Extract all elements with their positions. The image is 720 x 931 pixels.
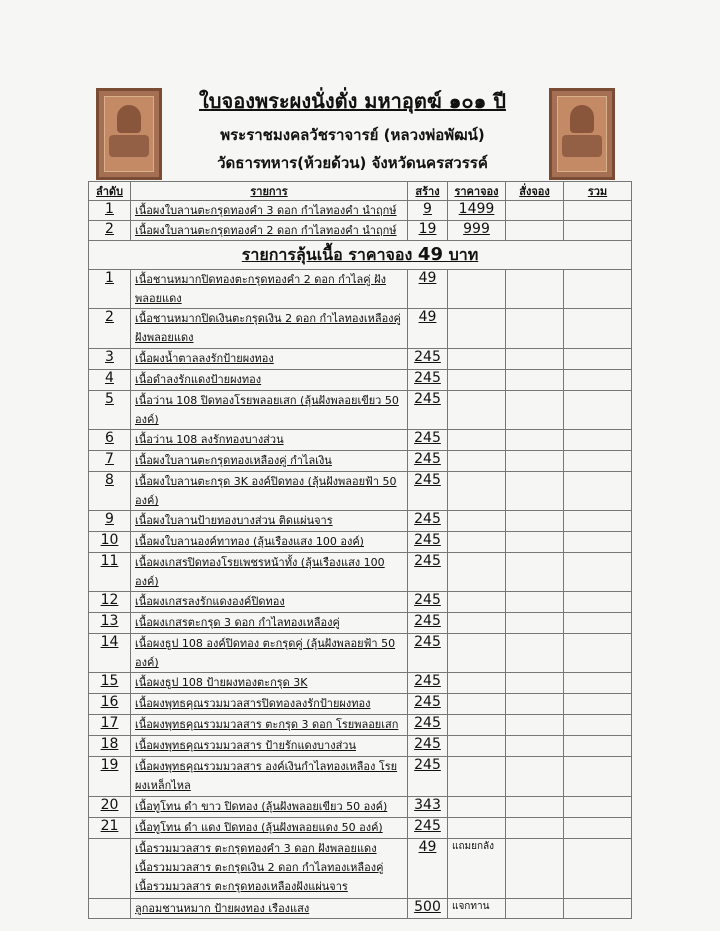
order-cell[interactable] xyxy=(506,736,564,757)
order-cell[interactable] xyxy=(506,370,564,391)
price-cell xyxy=(448,553,506,592)
order-cell[interactable] xyxy=(506,472,564,511)
table-row: 16 เนื้อผงพุทธคุณรวมมวลสารปิดทองลงรักป้ายผงทอง 245 xyxy=(89,694,632,715)
total-cell xyxy=(564,839,632,899)
order-cell[interactable] xyxy=(506,797,564,818)
order-cell[interactable] xyxy=(506,757,564,797)
order-cell[interactable] xyxy=(506,553,564,592)
total-cell xyxy=(564,511,632,532)
order-cell[interactable] xyxy=(506,613,564,634)
price-cell xyxy=(448,797,506,818)
table-row: 11 เนื้อผงเกสรปิดทองโรยเพชรหน้าทั้ง (ลุ้นเรืองแสง 100 องค์) 245 xyxy=(89,553,632,592)
order-cell[interactable] xyxy=(506,532,564,553)
order-cell[interactable] xyxy=(506,839,564,899)
price-cell xyxy=(448,613,506,634)
table-row: 15 เนื้อผงธูป 108 ป้ายผงทองตะกรุด 3K 245 xyxy=(89,673,632,694)
table-row: 13 เนื้อผงเกสรตะกรุด 3 ดอก กำไลทองเหลืองคู่ 245 xyxy=(89,613,632,634)
total-cell xyxy=(564,757,632,797)
order-cell[interactable] xyxy=(506,221,564,241)
bonus-line: เนื้อรวมมวลสาร ตะกรุดเงิน 2 ดอก กำไลทองเหลืองคู่ xyxy=(135,861,384,874)
table-row: 4 เนื้อดำลงรักแดงป้ายผงทอง 245 xyxy=(89,370,632,391)
col-header-total: รวม xyxy=(564,182,632,201)
table-row: 3 เนื้อผงน้ำตาลลงรักป้ายผงทอง 245 xyxy=(89,349,632,370)
col-header-price: ราคาจอง xyxy=(448,182,506,201)
price-cell xyxy=(448,309,506,349)
total-cell xyxy=(564,715,632,736)
bonus-line: เนื้อรวมมวลสาร ตะกรุดทองเหลืองฝังแผ่นจาร xyxy=(135,880,348,893)
price-cell xyxy=(448,430,506,451)
order-table xyxy=(88,181,632,919)
order-cell[interactable] xyxy=(506,430,564,451)
total-cell xyxy=(564,797,632,818)
bonus-note: แถมยกลัง xyxy=(448,839,506,899)
total-cell xyxy=(564,553,632,592)
table-row: 7 เนื้อผงใบลานตะกรุดทองเหลืองคู่ กำไลเงิน 245 xyxy=(89,451,632,472)
order-cell[interactable] xyxy=(506,451,564,472)
table-row: 2 เนื้อชานหมากปิดเงินตะกรุดเงิน 2 ดอก กำไลทองเหลืองคู่ ฝังพลอยแดง 49 xyxy=(89,309,632,349)
order-cell[interactable] xyxy=(506,715,564,736)
bonus-line: เนื้อรวมมวลสาร ตะกรุดทองคำ 3 ดอก ฝังพลอยแดง xyxy=(135,842,377,855)
total-cell xyxy=(564,634,632,673)
total-cell xyxy=(564,472,632,511)
total-cell xyxy=(564,899,632,919)
order-cell[interactable] xyxy=(506,592,564,613)
table-row: 2 เนื้อผงใบลานตะกรุดทองคำ 2 ดอก กำไลทองคำ นำฤกษ์ 19 999 xyxy=(89,221,632,241)
col-header-order: สั่งจอง xyxy=(506,182,564,201)
price-cell xyxy=(448,592,506,613)
price-cell xyxy=(448,757,506,797)
total-cell xyxy=(564,309,632,349)
section-title: รายการลุ้นเนื้อ ราคาจอง xyxy=(241,245,413,264)
table-row: 18 เนื้อผงพุทธคุณรวมมวลสาร ป้ายรักแดงบางส่วน 245 xyxy=(89,736,632,757)
table-row: 21 เนื้อทูโทน ดำ แดง ปิดทอง (ลุ้นฝังพลอยแดง 50 องค์) 245 xyxy=(89,818,632,839)
total-cell xyxy=(564,532,632,553)
total-cell xyxy=(564,592,632,613)
price-cell xyxy=(448,736,506,757)
order-cell[interactable] xyxy=(506,818,564,839)
page-title: ใบจองพระผงนั่งตั่ง มหาอุตฆ์ ๑๐๑ ปี xyxy=(199,89,506,113)
table-row: 17 เนื้อผงพุทธคุณรวมมวลสาร ตะกรุด 3 ดอก โรยพลอยเสก 245 xyxy=(89,715,632,736)
table-row: 12 เนื้อผงเกสรลงรักแดงองค์ปิดทอง 245 xyxy=(89,592,632,613)
price-cell xyxy=(448,370,506,391)
total-cell xyxy=(564,201,632,221)
section-header-row xyxy=(89,241,632,270)
order-cell[interactable] xyxy=(506,634,564,673)
section-unit: บาท xyxy=(448,245,479,264)
document-header xyxy=(160,86,545,174)
total-cell xyxy=(564,430,632,451)
table-row: 1 เนื้อชานหมากปิดทองตะกรุดทองคำ 2 ดอก กำไลคู่ ฝังพลอยแดง 49 xyxy=(89,270,632,309)
order-cell[interactable] xyxy=(506,391,564,430)
total-cell xyxy=(564,370,632,391)
price-cell xyxy=(448,634,506,673)
order-cell[interactable] xyxy=(506,673,564,694)
price-cell xyxy=(448,349,506,370)
total-cell xyxy=(564,270,632,309)
total-cell xyxy=(564,736,632,757)
table-row: 19 เนื้อผงพุทธคุณรวมมวลสาร องค์เงินกำไลทองเหลือง โรยผงเหล็กไหล 245 xyxy=(89,757,632,797)
col-header-item: รายการ xyxy=(131,182,408,201)
col-header-no: ลำดับ xyxy=(89,182,131,201)
last-row: ลูกอมชานหมาก ป้ายผงทอง เรืองแสง 500 แจกทาน xyxy=(89,899,632,919)
bonus-row: เนื้อรวมมวลสาร ตะกรุดทองคำ 3 ดอก ฝังพลอยแดง เนื้อรวมมวลสาร ตะกรุดเงิน 2 ดอก กำไลทองเหลืองคู่ เนื้อรวมมวลสาร ตะกรุดทองเหลืองฝังแผ่นจาร 49 แถมยกลัง xyxy=(89,839,632,899)
section-price: 49 xyxy=(417,244,443,265)
order-cell[interactable] xyxy=(506,201,564,221)
table-row: 6 เนื้อว่าน 108 ลงรักทองบางส่วน 245 xyxy=(89,430,632,451)
table-row: 20 เนื้อทูโทน ดำ ขาว ปิดทอง (ลุ้นฝังพลอยเขียว 50 องค์) 343 xyxy=(89,797,632,818)
price-cell xyxy=(448,818,506,839)
order-cell[interactable] xyxy=(506,511,564,532)
total-cell xyxy=(564,391,632,430)
table-row: 1 เนื้อผงใบลานตะกรุดทองคำ 3 ดอก กำไลทองคำ นำฤกษ์ 9 1499 xyxy=(89,201,632,221)
price-cell xyxy=(448,472,506,511)
order-cell[interactable] xyxy=(506,270,564,309)
subtitle-2: วัดธารทหาร(ห้วยด้วน) จังหวัดนครสวรรค์ xyxy=(217,154,488,172)
total-cell xyxy=(564,613,632,634)
last-note: แจกทาน xyxy=(448,899,506,919)
col-header-made: สร้าง xyxy=(408,182,448,201)
price-cell xyxy=(448,694,506,715)
price-cell xyxy=(448,270,506,309)
total-cell xyxy=(564,673,632,694)
table-row: 9 เนื้อผงใบลานป้ายทองบางส่วน ติดแผ่นจาร 245 xyxy=(89,511,632,532)
price-cell xyxy=(448,532,506,553)
total-cell xyxy=(564,221,632,241)
price-cell xyxy=(448,715,506,736)
order-cell[interactable] xyxy=(506,899,564,919)
subtitle: พระราชมงคลวัชราจารย์ (หลวงพ่อพัฒน์) xyxy=(220,126,485,144)
price-cell xyxy=(448,673,506,694)
amulet-photo-right xyxy=(549,88,615,180)
total-cell xyxy=(564,818,632,839)
order-cell[interactable] xyxy=(506,349,564,370)
total-cell xyxy=(564,451,632,472)
table-row: 8 เนื้อผงใบลานตะกรุด 3K องค์ปิดทอง (ลุ้นฝังพลอยฟ้า 50 องค์) 245 xyxy=(89,472,632,511)
order-cell[interactable] xyxy=(506,309,564,349)
table-row: 10 เนื้อผงใบลานองค์ทาทอง (ลุ้นเรืองแสง 100 องค์) 245 xyxy=(89,532,632,553)
table-row: 5 เนื้อว่าน 108 ปิดทองโรยพลอยเสก (ลุ้นฝังพลอยเขียว 50 องค์) 245 xyxy=(89,391,632,430)
total-cell xyxy=(564,349,632,370)
price-cell xyxy=(448,451,506,472)
table-header-row xyxy=(89,182,632,201)
table-row: 14 เนื้อผงธูป 108 องค์ปิดทอง ตะกรุดคู่ (ลุ้นฝังพลอยฟ้า 50 องค์) 245 xyxy=(89,634,632,673)
total-cell xyxy=(564,694,632,715)
price-cell xyxy=(448,511,506,532)
price-cell xyxy=(448,391,506,430)
order-cell[interactable] xyxy=(506,694,564,715)
amulet-photo-left xyxy=(96,88,162,180)
